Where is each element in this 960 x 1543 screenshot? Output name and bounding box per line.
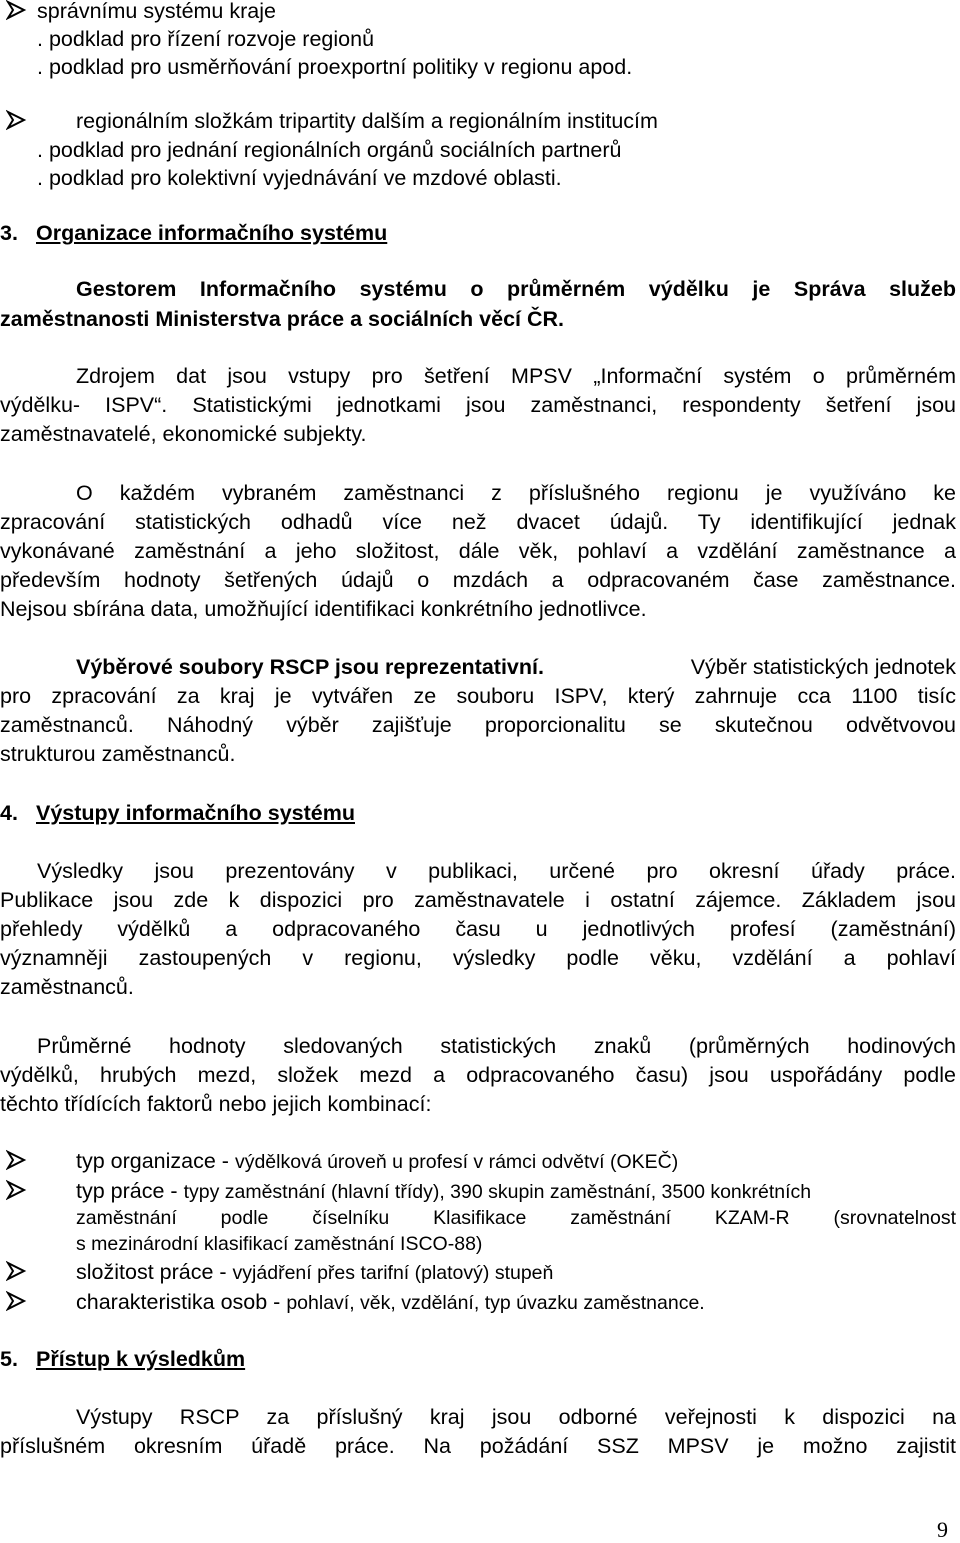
- section-title: Výstupy informačního systému: [36, 801, 355, 825]
- paragraph-line: Zdrojem dat jsou vstupy pro šetření MPSV „Informační systém o průměrném: [76, 364, 956, 388]
- sub-item: . podklad pro jednání regionálních orgánů sociálních partnerů: [37, 138, 622, 162]
- paragraph-line: příslušném okresním úřadě práce. Na požádání SSZ MPSV je možno zajistit: [0, 1434, 956, 1458]
- bullet-text: správnímu systému kraje: [37, 0, 276, 23]
- factor-label: charakteristika osob -: [76, 1290, 281, 1314]
- page-number: 9: [937, 1517, 948, 1542]
- paragraph-line: těchto třídících faktorů nebo jejich kombinací:: [0, 1092, 432, 1116]
- factor-label: typ práce -: [76, 1179, 178, 1203]
- factor-item: [0, 1258, 956, 1286]
- section-heading: [0, 799, 956, 827]
- arrowhead-bullet-icon: [6, 1290, 28, 1312]
- bullet-item: [0, 107, 956, 135]
- sub-item: . podklad pro řízení rozvoje regionů: [37, 27, 375, 51]
- section-number: 4.: [0, 801, 18, 825]
- bullet-item: [0, 0, 956, 25]
- paragraph-line: [76, 653, 956, 681]
- paragraph-line: zaměstnavatelé, ekonomické subjekty.: [0, 422, 367, 446]
- factor-desc: typy zaměstnání (hlavní třídy), 390 skupin zaměstnání, 3500 konkrétních: [183, 1181, 812, 1203]
- sub-item: . podklad pro kolektivní vyjednávání ve mzdové oblasti.: [37, 166, 562, 190]
- factor-label: složitost práce -: [76, 1260, 227, 1284]
- factor-continuation: zaměstnání podle číselníku Klasifikace zaměstnání KZAM-R (srovnatelnost: [76, 1207, 956, 1229]
- section-number: 3.: [0, 221, 18, 245]
- factor-item: [0, 1147, 956, 1175]
- paragraph-line: vykonávané zaměstnání a jeho složitost, dále věk, pohlaví a vzdělání zaměstnance a: [0, 539, 956, 563]
- sub-item: . podklad pro usměrňování proexportní politiky v regionu apod.: [37, 55, 633, 79]
- factor-desc: výdělková úroveň u profesí v rámci odvětví (OKEČ): [234, 1151, 679, 1173]
- lead-rest: Výběr statistických jednotek: [690, 655, 956, 679]
- arrowhead-bullet-icon: [6, 1179, 28, 1201]
- bold-lead: Výběrové soubory RSCP jsou reprezentativní.: [76, 655, 544, 679]
- section-title: Organizace informačního systému: [36, 221, 388, 245]
- factor-item: [0, 1177, 956, 1205]
- paragraph-line: strukturou zaměstnanců.: [0, 742, 236, 766]
- section-number: 5.: [0, 1347, 18, 1371]
- paragraph-line: Nejsou sbírána data, umožňující identifikaci konkrétního jednotlivce.: [0, 597, 647, 621]
- arrowhead-bullet-icon: [6, 0, 28, 21]
- paragraph-line: zaměstnanců. Náhodný výběr zajišťuje proporcionalitu se skutečnou odvětvovou: [0, 713, 956, 737]
- factor-continuation: s mezinárodní klasifikací zaměstnání ISCO-88): [76, 1233, 483, 1255]
- section-title: Přístup k výsledkům: [36, 1347, 246, 1371]
- paragraph-line: Průměrné hodnoty sledovaných statistických znaků (průměrných hodinových: [37, 1034, 956, 1058]
- paragraph-line: významněji zastoupených v regionu, výsledky podle věku, vzdělání a pohlaví: [0, 946, 956, 970]
- section-heading: [0, 1345, 956, 1373]
- arrowhead-bullet-icon: [6, 1260, 28, 1282]
- paragraph-line: především hodnoty šetřených údajů o mzdách a odpracovaném čase zaměstnance.: [0, 568, 956, 592]
- bullet-text: regionálním složkám tripartity dalším a regionálním institucím: [76, 109, 658, 133]
- paragraph-line: přehledy výdělků a odpracovaného času u jednotlivých profesí (zaměstnání): [0, 917, 956, 941]
- paragraph-line: zaměstnanosti Ministerstva práce a sociálních věcí ČR.: [0, 307, 564, 331]
- paragraph-line: O každém vybraném zaměstnanci z příslušného regionu je využíváno ke: [76, 481, 956, 505]
- paragraph-line: pro zpracování za kraj je vytvářen ze souboru ISPV, který zahrnuje cca 1100 tisíc: [0, 684, 956, 708]
- arrowhead-bullet-icon: [6, 1149, 28, 1171]
- paragraph-line: výdělku- ISPV“. Statistickými jednotkami jsou zaměstnanci, respondenty šetření jsou: [0, 393, 956, 417]
- factor-desc: pohlaví, věk, vzdělání, typ úvazku zaměstnance.: [286, 1292, 705, 1314]
- section-heading: [0, 219, 956, 247]
- paragraph-line: Výstupy RSCP za příslušný kraj jsou odborné veřejnosti k dispozici na: [76, 1405, 956, 1429]
- paragraph-line: zpracování statistických odhadů více než dvacet údajů. Ty identifikující jednak: [0, 510, 956, 534]
- paragraph-line: Výsledky jsou prezentovány v publikaci, určené pro okresní úřady práce.: [37, 859, 956, 883]
- factor-desc: vyjádření přes tarifní (platový) stupeň: [232, 1262, 554, 1284]
- factor-item: [0, 1288, 956, 1316]
- arrowhead-bullet-icon: [6, 109, 28, 131]
- paragraph-line: Publikace jsou zde k dispozici pro zaměstnavatele i ostatní zájemce. Základem jsou: [0, 888, 956, 912]
- paragraph-line: zaměstnanců.: [0, 975, 134, 999]
- paragraph-line: Gestorem Informačního systému o průměrném výdělku je Správa služeb: [76, 277, 956, 301]
- paragraph-line: výdělků, hrubých mezd, složek mezd a odpracovaného času) jsou uspořádány podle: [0, 1063, 956, 1087]
- factor-label: typ organizace -: [76, 1149, 229, 1173]
